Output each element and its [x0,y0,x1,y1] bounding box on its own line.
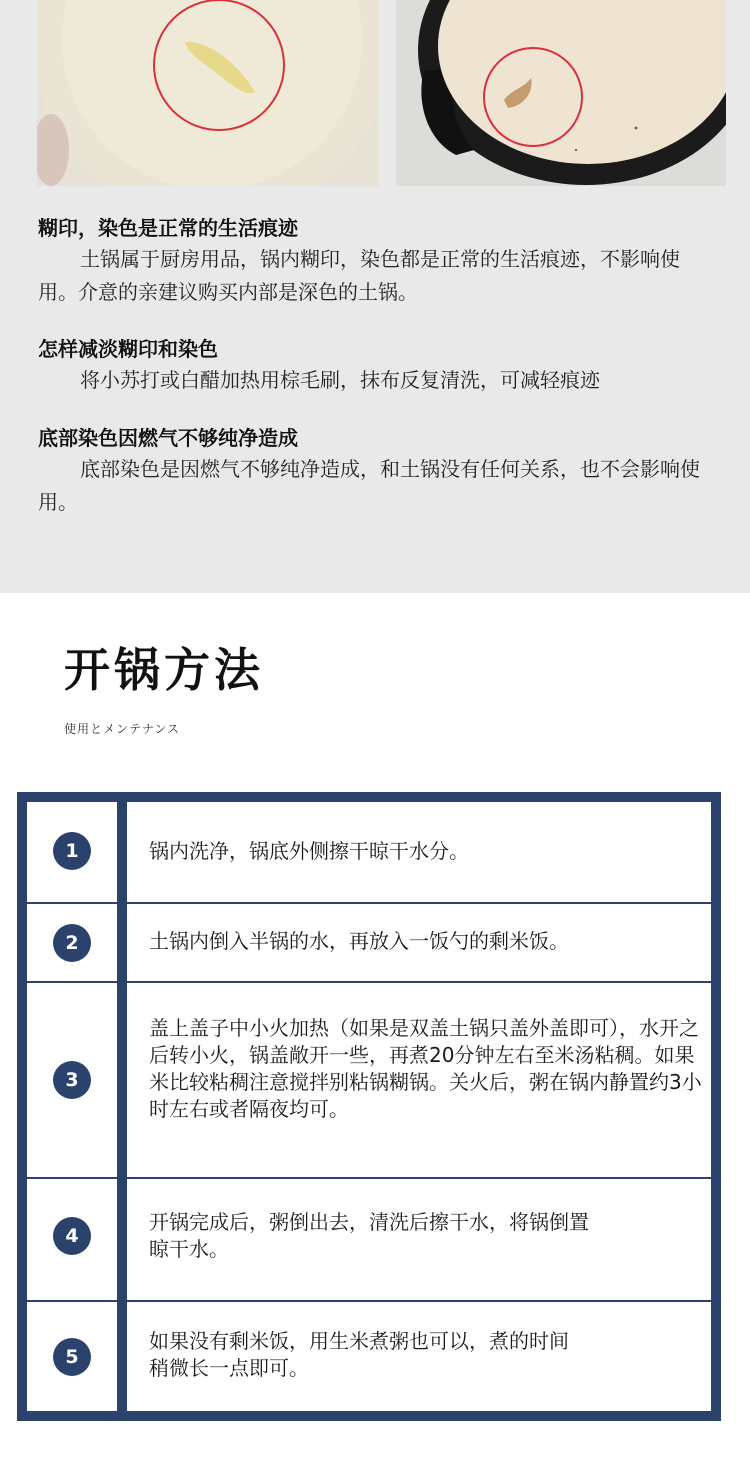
page-title: 开锅方法 [64,643,264,697]
step-text: 开锅完成后，粥倒出去，清洗后擦干水，将锅倒置晾干水。 [149,1210,589,1261]
step-text: 如果没有剩米饭，用生米煮粥也可以，煮的时间稍微长一点即可。 [149,1329,569,1380]
pot-bottom-photo [396,0,726,186]
step-number-badge: 2 [53,924,91,962]
care-tips-panel [0,0,750,593]
care-item-heading: 底部染色因燃气不够纯净造成 [38,426,298,450]
step-row [27,904,711,981]
opening-method-header [64,642,264,737]
step-number-badge: 5 [53,1338,91,1376]
care-item-text: 将小苏打或白醋加热用棕毛刷，抹布反复清洗，可减轻痕迹 [80,368,600,392]
step-row [27,802,711,902]
care-item-text: 土锅属于厨房用品，锅内糊印，染色都是正常的生活痕迹，不影响使用。介意的亲建议购买内部是深色的土锅。 [38,247,680,304]
care-item-burn-marks [38,213,718,309]
pot-interior-photo [37,0,379,186]
step-text: 土锅内倒入半锅的水，再放入一饭勺的剩米饭。 [149,929,569,953]
step-text: 盖上盖子中小火加热（如果是双盖土锅只盖外盖即可），水开之后转小火，锅盖敞开一些，再煮20分钟左右至米汤粘稠。如果米比较粘稠注意搅拌别粘锅糊锅。关火后，粥在锅内静置约3小时左右或者隔夜均可。 [149,1016,702,1121]
care-item-text: 底部染色是因燃气不够纯净造成，和土锅没有任何关系，也不会影响使用。 [38,457,700,514]
step-row [27,983,711,1177]
care-item-heading: 怎样减淡糊印和染色 [38,337,218,361]
care-item-bottom-stain [38,423,718,519]
care-item-heading: 糊印，染色是正常的生活痕迹 [38,216,298,240]
step-number-badge: 4 [53,1217,91,1255]
step-number-badge: 3 [53,1061,91,1099]
care-item-reduce-marks [38,334,718,397]
page-subtitle: 使用とメンテナンス [64,722,181,736]
step-text: 锅内洗净，锅底外侧擦干晾干水分。 [149,839,469,863]
step-row [27,1179,711,1300]
step-row [27,1302,711,1411]
steps-table [17,792,721,1421]
step-number-badge: 1 [53,832,91,870]
steps-table-body [27,802,711,1411]
